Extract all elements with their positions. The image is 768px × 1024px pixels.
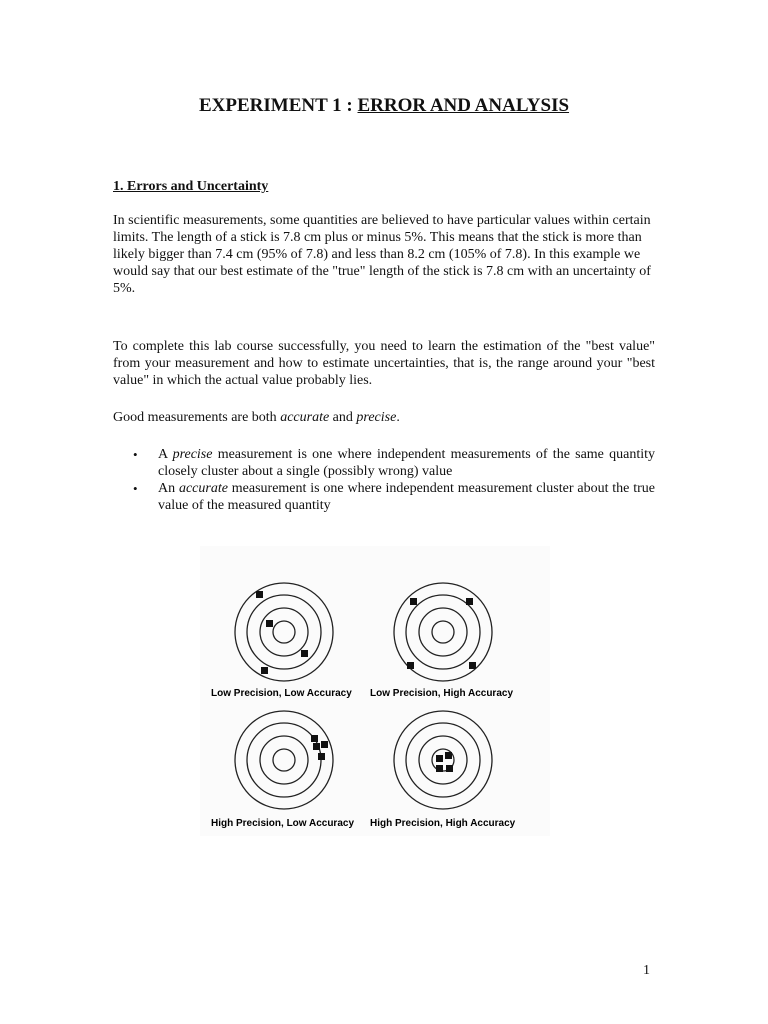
precision-accuracy-figure [200, 546, 550, 836]
p3-end: . [396, 410, 400, 425]
label-high-precision-low-accuracy: High Precision, Low Accuracy [211, 818, 355, 829]
p3-precise: precise [356, 410, 397, 425]
list-item-accurate [113, 480, 655, 514]
title-prefix: EXPERIMENT 1 : [198, 95, 353, 116]
paragraph-uncertainty-intro: In scientific measurements, some quantities are believed to have particular values within certain limits. The length of a stick is 7.8 cm plus or minus 5%. This means that the stick is more than likely bigger than 7.4 cm (95% of 7.8) and less than 8.2 cm (105% of 7.8). In this example we would say that our best estimate of the "true" length of the stick is 7.8 cm with an uncertainty of 5%. [113, 213, 651, 296]
list-item-precise [113, 446, 655, 480]
bullet-definition: measurement is one where independent measurements of the same quantity closely cluster about a single (possibly wrong) value [158, 447, 655, 479]
bullet-term-accurate: accurate [178, 481, 228, 496]
section-heading: 1. Errors and Uncertainty [113, 179, 269, 194]
label-low-precision-low-accuracy: Low Precision, Low Accuracy [211, 688, 352, 699]
p3-start: Good measurements are both [113, 410, 281, 425]
bullet-marker: • [133, 481, 138, 496]
paragraph-best-value: To complete this lab course successfully, you need to learn the estimation of the "best value" from your measurement and how to estimate uncertainties, that is, the range around your "best value" in which the actual value probably lies. [113, 339, 655, 388]
p3-and: and [329, 410, 357, 425]
title-main: ERROR AND ANALYSIS [357, 95, 570, 116]
label-low-precision-high-accuracy: Low Precision, High Accuracy [370, 688, 514, 699]
label-high-precision-high-accuracy: High Precision, High Accuracy [370, 818, 516, 829]
bullet-term-precise: precise [172, 447, 213, 462]
page-title [0, 95, 768, 117]
p3-accurate: accurate [280, 410, 330, 425]
targets-diagram [200, 546, 550, 836]
bullet-definition: measurement is one where independent measurement cluster about the true value of the measured quantity [158, 481, 655, 513]
page-number: 1 [643, 963, 650, 978]
bullet-marker: • [133, 447, 138, 462]
definition-list [113, 446, 655, 514]
bullet-lead: An [158, 481, 179, 496]
paragraph-good-measurements [113, 409, 655, 426]
bullet-lead: A [158, 447, 173, 462]
